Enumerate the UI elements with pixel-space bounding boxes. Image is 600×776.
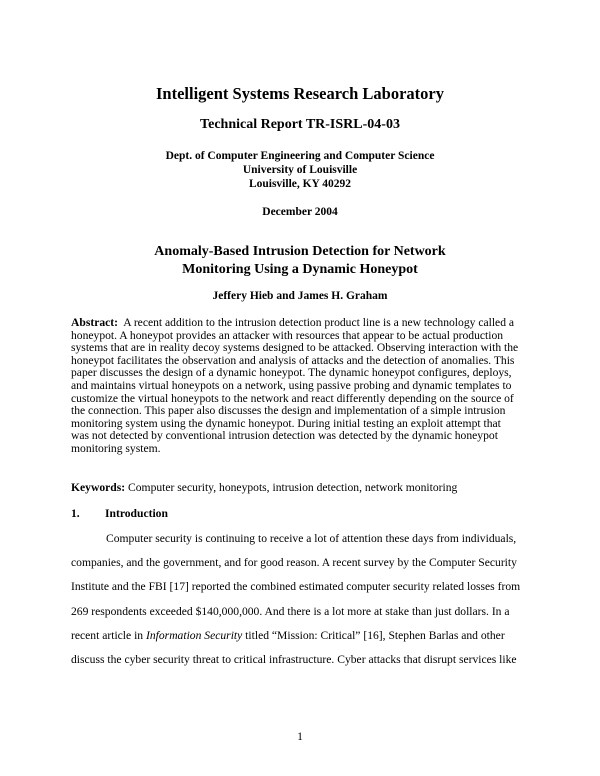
body-line: 269 respondents exceeded $140,000,000. And there is a lot more at stake than just dollars. In a [71,604,510,618]
publication-title: Information Security [146,628,243,642]
body-text-segment: titled “Mission: Critical” [16], Stephen Barlas and other [242,628,505,642]
affiliation-block [0,149,600,191]
paper-title [0,243,600,279]
lab-title: Intelligent Systems Research Laboratory [156,84,444,103]
section-heading [71,507,168,520]
abstract-line: paper discusses the design of a dynamic honeypot. The dynamic honeypot configures, deploys, [71,366,512,380]
abstract-line: honeypot. A honeypot provides an attacker with resources that appear to be actual production [71,328,504,342]
report-title: Technical Report TR-ISRL-04-03 [200,117,400,132]
abstract-line: monitoring system using the dynamic honeypot. During initial testing an exploit attempt that [71,416,501,430]
report-date: December 2004 [262,206,338,218]
abstract [71,317,531,456]
university-line: University of Louisville [242,164,358,176]
body-line [71,629,531,653]
paper-title-line-1: Anomaly-Based Intrusion Detection for Network [154,244,446,259]
department-line: Dept. of Computer Engineering and Computer Science [165,150,435,162]
body-line: discuss the cyber security threat to critical infrastructure. Cyber attacks that disrupt services like [71,652,517,666]
body-line: Institute and the FBI [17] reported the combined estimated computer security related losses from [71,580,521,594]
keywords [71,481,457,494]
abstract-line: the connection. This paper also discusses the design and implementation of a simple intrusion [71,404,506,418]
abstract-line: honeypot facilitates the observation and analysis of attacks and the detection of anomalies. This [71,353,515,367]
paper-title-line-2: Monitoring Using a Dynamic Honeypot [182,262,418,277]
location-line: Louisville, KY 40292 [248,178,352,190]
abstract-text: A recent addition to the intrusion detection product line is a new technology called a [123,316,515,329]
introduction-body [71,532,531,677]
keywords-label: Keywords: [71,481,126,494]
body-line: companies, and the government, and for good reason. A recent survey by the Computer Security [71,556,517,570]
abstract-line [71,317,531,330]
section-title: Introduction [105,507,168,520]
body-line: Computer security is continuing to receive a lot of attention these days from individuals, [106,532,517,545]
authors: Jeffery Hieb and James H. Graham [212,290,388,302]
abstract-line: systems that are in reality decoy systems designed to be attacked. Observing interaction with the [71,341,519,355]
abstract-line: monitoring system. [71,441,161,455]
abstract-line: was not detected by conventional intrusion detection was detected by the dynamic honeypot [71,429,498,443]
section-number: 1. [71,507,80,520]
abstract-label: Abstract: [71,316,119,329]
page-number: 1 [297,730,303,743]
body-text-segment: recent article in [71,628,146,642]
abstract-line: customize the virtual honeypots to the network and react differently depending on the source of [71,391,514,405]
abstract-line: and maintains virtual honeypots on a network, using passive probing and dynamic templates to [71,378,512,392]
keywords-text: Computer security, honeypots, intrusion detection, network monitoring [128,481,458,494]
